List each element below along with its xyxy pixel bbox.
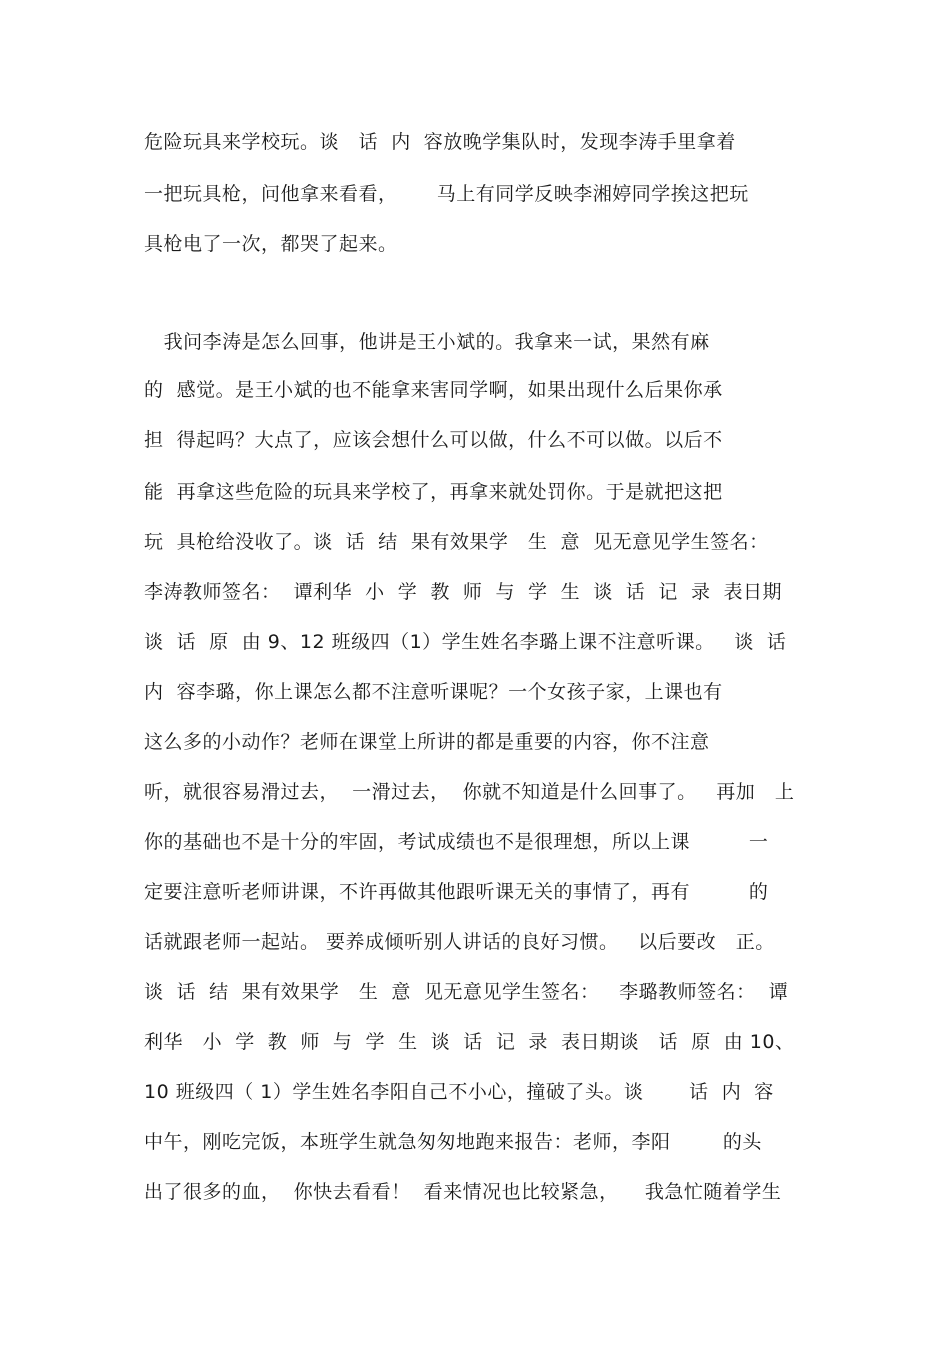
text-line: 听，就很容易滑过去， 一滑过去， 你就不知道是什么回事了。 再加 上: [144, 781, 795, 803]
text-line: 的 感觉。是王小斌的也不能拿来害同学啊，如果出现什么后果你承: [144, 379, 723, 401]
text-line: 出了很多的血， 你快去看看！ 看来情况也比较紧急， 我急忙随着学生: [144, 1181, 782, 1203]
text-line: 担 得起吗？大点了，应该会想什么可以做，什么不可以做。以后不: [144, 429, 723, 451]
text-line: 李涛教师签名： 谭利华 小 学 教 师 与 学 生 谈 话 记 录 表日期: [144, 581, 783, 603]
text-line: 具枪电了一次，都哭了起来。: [144, 233, 398, 255]
text-line: 谈 话 原 由 9、12 班级四（1）学生姓名李璐上课不注意听课。 谈 话: [144, 631, 787, 653]
text-line: 话就跟老师一起站。 要养成倾听别人讲话的良好习惯。 以后要改 正。: [144, 931, 775, 953]
text-line: 10 班级四（ 1）学生姓名李阳自己不小心，撞破了头。谈 话 内 容: [144, 1081, 774, 1103]
text-line: 内 容李璐，你上课怎么都不注意听课呢？一个女孩子家，上课也有: [144, 681, 723, 703]
text-line: 这么多的小动作？老师在课堂上所讲的都是重要的内容，你不注意: [144, 731, 710, 753]
text-line: 谈 话 结 果有效果学 生 意 见无意见学生签名： 李璐教师签名： 谭: [144, 981, 789, 1003]
text-line: 一把玩具枪，问他拿来看看， 马上有同学反映李湘婷同学挨这把玩: [144, 183, 749, 205]
text-line: 利华 小 学 教 师 与 学 生 谈 话 记 录 表日期谈 话 原 由 10、: [144, 1031, 795, 1053]
text-line: 危险玩具来学校玩。谈 话 内 容放晚学集队时，发现李涛手里拿着: [144, 131, 736, 153]
text-line: 玩 具枪给没收了。谈 话 结 果有效果学 生 意 见无意见学生签名：: [144, 531, 769, 553]
text-line: 我问李涛是怎么回事，他讲是王小斌的。我拿来一试，果然有麻: [144, 331, 710, 353]
text-line: 中午，刚吃完饭，本班学生就急匆匆地跑来报告：老师，李阳 的头: [144, 1131, 762, 1153]
text-line: 能 再拿这些危险的玩具来学校了，再拿来就处罚你。于是就把这把: [144, 481, 723, 503]
text-line: 定要注意听老师讲课，不许再做其他跟听课无关的事情了，再有 的: [144, 881, 769, 903]
text-line: 你的基础也不是十分的牢固，考试成绩也不是很理想，所以上课 一: [144, 831, 769, 853]
